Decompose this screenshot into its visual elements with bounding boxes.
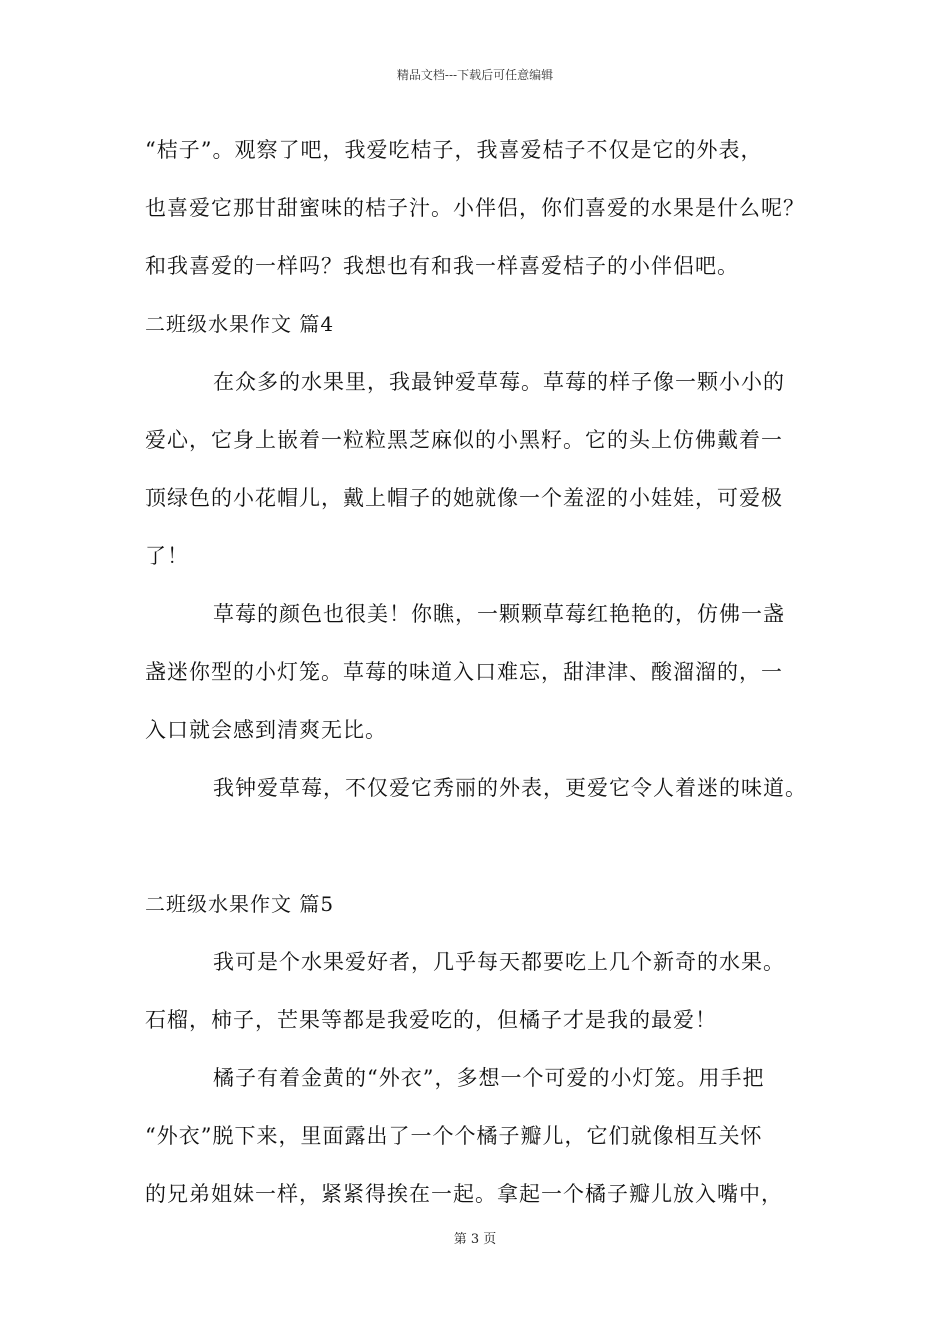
text-line: 我钟爱草莓，不仅爱它秀丽的外表，更爱它令人着迷的味道。 — [213, 776, 807, 800]
text-line: 的兄弟姐妹一样，紧紧得挨在一起。拿起一个橘子瓣儿放入嘴中， — [145, 1182, 783, 1206]
section-heading: 二班级水果作文 篇5 — [145, 892, 335, 916]
text-line: 入口就会感到清爽无比。 — [145, 718, 387, 742]
document-body — [145, 128, 835, 1230]
text-line: 在众多的水果里，我最钟爱草莓。草莓的样子像一颗小小的 — [213, 370, 785, 394]
text-line: 橘子有着金黄的“外衣”，多想一个可爱的小灯笼。用手把 — [213, 1066, 765, 1090]
text-line: 盏迷你型的小灯笼。草莓的味道入口难忘，甜津津、酸溜溜的，一 — [145, 660, 783, 684]
text-line: 我可是个水果爱好者，几乎每天都要吃上几个新奇的水果。 — [213, 950, 785, 974]
text-line: 石榴，柿子，芒果等都是我爱吃的，但橘子才是我的最爱！ — [145, 1008, 717, 1032]
text-line: 爱心，它身上嵌着一粒粒黑芝麻似的小黑籽。它的头上仿佛戴着一 — [145, 428, 783, 452]
section-heading: 二班级水果作文 篇4 — [145, 312, 335, 336]
text-line: “外衣”脱下来，里面露出了一个个橘子瓣儿，它们就像相互关怀 — [145, 1124, 763, 1148]
text-line: 草莓的颜色也很美！你瞧，一颗颗草莓红艳艳的，仿佛一盏 — [213, 602, 785, 626]
text-line: “桔子”。观察了吧，我爱吃桔子，我喜爱桔子不仅是它的外表， — [145, 138, 763, 162]
text-line: 了！ — [145, 544, 189, 568]
text-line: 顶绿色的小花帽儿，戴上帽子的她就像一个羞涩的小娃娃，可爱极 — [145, 486, 783, 510]
text-line: 也喜爱它那甘甜蜜味的桔子汁。小伴侣，你们喜爱的水果是什么呢？ — [145, 196, 805, 220]
page-number: 第 3 页 — [453, 1232, 497, 1247]
text-line: 和我喜爱的一样吗？我想也有和我一样喜爱桔子的小伴侣吧。 — [145, 254, 739, 278]
blank-line — [145, 824, 835, 882]
page-header: 精品文档---下载后可任意编辑 — [396, 68, 554, 82]
